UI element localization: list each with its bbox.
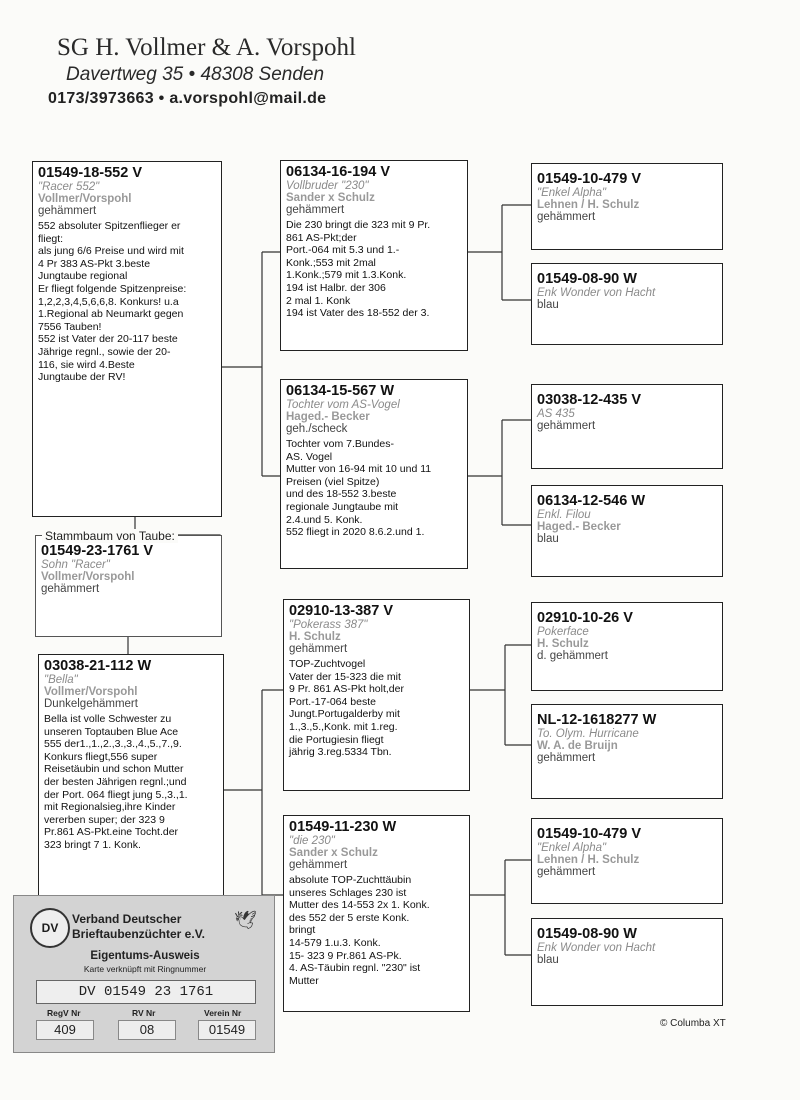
fm-color: geh./scheck: [286, 423, 348, 435]
description-line: und des 18-552 3.beste: [286, 488, 397, 501]
description-line: Konk.;553 mit 2mal: [286, 256, 376, 269]
description-line: 552 fliegt in 2020 8.6.2.und 1.: [286, 526, 425, 539]
card-title: Eigentums-Ausweis: [90, 950, 200, 962]
description-line: unseres Schlages 230 ist: [289, 886, 407, 899]
mmf-color: gehämmert: [537, 866, 596, 878]
fmf-name: AS 435: [537, 408, 575, 420]
ggp-mfm-card: [531, 704, 723, 799]
mfm-color: gehämmert: [537, 752, 596, 764]
mother-description: [44, 713, 218, 852]
fff-color: gehämmert: [537, 211, 596, 223]
description-line: Jährige regnl., sowie der 20-: [38, 345, 171, 358]
ff-name: Vollbruder "230": [286, 180, 369, 192]
description-line: Vater der 15-323 die mit: [289, 670, 401, 683]
description-line: 14-579 1.u.3. Konk.: [289, 936, 381, 949]
fm-name: Tochter vom AS-Vogel: [286, 399, 400, 411]
description-line: 552 ist Vater der 20-117 beste: [38, 333, 178, 346]
description-line: Reisetäubin und schon Mutter: [44, 763, 184, 776]
description-line: 194 ist Vater des 18-552 der 3.: [286, 307, 430, 320]
mf-description: [289, 658, 464, 759]
fff-breeder: Lehnen / H. Schulz: [537, 199, 640, 211]
copyright-note: © Columba XT: [660, 1018, 726, 1029]
ggp-fmf-card: [531, 384, 723, 469]
ff-breeder: Sander x Schulz: [286, 192, 375, 204]
description-line: unseren Toptauben Blue Ace: [44, 725, 179, 738]
description-line: Mutter von 16-94 mit 10 und 11: [286, 463, 432, 476]
father-breeder: Vollmer/Vorspohl: [38, 193, 132, 205]
fm-description: [286, 438, 462, 539]
mother-card: [38, 654, 224, 909]
description-line: 1,2,2,3,4,5,6,6,8. Konkurs! u.a: [38, 295, 179, 308]
father-name: "Racer 552": [38, 181, 100, 193]
description-line: 1.Konk.;579 mit 1.3.Konk.: [286, 269, 407, 282]
breeder-title: SG H. Vollmer & A. Vorspohl: [57, 34, 356, 61]
mm-name: "die 230": [289, 835, 335, 847]
description-line: Preisen (viel Spitze): [286, 475, 380, 488]
mf-color: gehämmert: [289, 643, 348, 655]
description-line: AS. Vogel: [286, 450, 333, 463]
mm-breeder: Sander x Schulz: [289, 847, 378, 859]
ggp-ffm-card: [531, 263, 723, 345]
ff-ring: 06134-16-194 V: [286, 164, 390, 180]
mmm-ring: 01549-08-90 W: [537, 926, 637, 942]
breeder-address: Davertweg 35 • 48308 Senden: [66, 64, 325, 85]
ggp-mmf-card: [531, 818, 723, 904]
fmm-ring: 06134-12-546 W: [537, 493, 646, 509]
subject-breeder: Vollmer/Vorspohl: [41, 571, 135, 583]
mfm-name: To. Olym. Hurricane: [537, 728, 639, 740]
verein-label: Verein Nr: [204, 1008, 242, 1018]
description-line: mit Regionalsieg,ihre Kinder: [44, 801, 176, 814]
mm-description: [289, 874, 464, 987]
breeder-contact: 0173/3973663 • a.vorspohl@mail.de: [48, 90, 327, 107]
subject-color: gehämmert: [41, 583, 100, 595]
grandfather-maternal-card: [283, 599, 470, 791]
description-line: der besten Jährigen regnl.;und: [44, 775, 187, 788]
description-line: als jung 6/6 Preise und wird mit: [38, 245, 184, 258]
mff-ring: 02910-10-26 V: [537, 610, 633, 626]
mf-ring: 02910-13-387 V: [289, 603, 393, 619]
father-card: [32, 161, 222, 517]
father-ring: 01549-18-552 V: [38, 165, 142, 181]
mmf-name: "Enkel Alpha": [537, 842, 607, 854]
mff-breeder: H. Schulz: [537, 638, 589, 650]
father-color: gehämmert: [38, 205, 97, 217]
description-line: Die 230 bringt die 323 mit 9 Pr.: [286, 219, 431, 231]
description-line: absolute TOP-Zuchttäubin: [289, 874, 412, 886]
card-org-line1: Verband Deutscher: [72, 912, 182, 926]
description-line: jährig 3.reg.5334 Tbn.: [289, 746, 392, 759]
description-line: 194 ist Halbr. der 306: [286, 281, 386, 294]
fmm-color: blau: [537, 533, 559, 545]
description-line: bringt: [289, 924, 316, 937]
fm-ring: 06134-15-567 W: [286, 383, 395, 399]
description-line: Tochter vom 7.Bundes-: [286, 438, 394, 450]
rv-label: RV Nr: [132, 1008, 156, 1018]
description-line: TOP-Zuchtvogel: [289, 658, 366, 670]
description-line: des 552 der 5 erste Konk.: [289, 911, 410, 924]
description-line: 2.4.und 5. Konk.: [286, 513, 363, 526]
description-line: 323 bringt 7 1. Konk.: [44, 838, 141, 851]
description-line: 4. AS-Täubin regnl. "230" ist: [289, 962, 421, 975]
description-line: Jungtaube der RV!: [38, 371, 126, 384]
subject-card: [35, 535, 222, 637]
mmf-breeder: Lehnen / H. Schulz: [537, 854, 640, 866]
ffm-color: blau: [537, 299, 559, 311]
mother-name: "Bella": [44, 674, 78, 686]
mff-color: d. gehämmert: [537, 650, 608, 662]
regv-label: RegV Nr: [47, 1008, 81, 1018]
card-subtitle: Karte verknüpft mit Ringnummer: [83, 964, 207, 974]
description-line: Mutter des 14-553 2x 1. Konk.: [289, 899, 430, 912]
description-line: 116, sie wird 4.Beste: [38, 358, 135, 371]
grandfather-paternal-card: [280, 160, 468, 351]
card-ring-number: DV 01549 23 1761: [36, 980, 256, 1004]
fmm-name: Enkl. Filou: [537, 509, 591, 521]
father-description: [38, 220, 216, 384]
fff-name: "Enkel Alpha": [537, 187, 607, 199]
description-line: 15- 323 9 Pr.861 AS-Pk.: [289, 949, 402, 962]
mother-breeder: Vollmer/Vorspohl: [44, 686, 138, 698]
description-line: 861 AS-Pkt;der: [286, 231, 357, 244]
card-org-line2: Brieftaubenzüchter e.V.: [72, 927, 205, 941]
description-line: 555 der1.,1.,2.,3.,3.,4.,5.,7.,9.: [44, 738, 182, 751]
description-line: der Port. 064 fliegt jung 5.,3.,1.: [44, 788, 188, 801]
description-line: Port.-17-064 beste: [289, 695, 376, 708]
pigeon-icon: 🕊: [234, 910, 257, 930]
grandmother-paternal-card: [280, 379, 468, 569]
description-line: Konkurs fliegt,556 super: [44, 750, 158, 763]
ffm-ring: 01549-08-90 W: [537, 271, 637, 287]
description-line: fliegt:: [38, 232, 64, 245]
ggp-mff-card: [531, 602, 723, 691]
mf-name: "Pokerass 387": [289, 619, 368, 631]
description-line: Jungtaube regional: [38, 270, 128, 283]
description-line: 7556 Tauben!: [38, 320, 102, 333]
description-line: Pr.861 AS-Pkt.eine Tocht.der: [44, 826, 179, 839]
verein-value: 01549: [198, 1020, 256, 1040]
mmf-ring: 01549-10-479 V: [537, 826, 641, 842]
grandmother-maternal-card: [283, 815, 470, 1012]
description-line: Port.-064 mit 5.3 und 1.-: [286, 244, 400, 257]
description-line: 9 Pr. 861 AS-Pkt holt,der: [289, 683, 404, 696]
fm-breeder: Haged.- Becker: [286, 411, 370, 423]
mf-breeder: H. Schulz: [289, 631, 341, 643]
description-line: regionale Jungtaube mit: [286, 500, 399, 513]
description-line: vererben super; der 323 9: [44, 813, 165, 826]
ggp-fff-card: [531, 163, 723, 250]
ownership-card: [13, 895, 275, 1053]
ggp-mmm-card: [531, 918, 723, 1006]
description-line: Bella ist volle Schwester zu: [44, 713, 172, 725]
mfm-breeder: W. A. de Bruijn: [537, 740, 618, 752]
mother-ring: 03038-21-112 W: [44, 658, 152, 674]
mm-color: gehämmert: [289, 859, 348, 871]
fmm-breeder: Haged.- Becker: [537, 521, 621, 533]
subject-ring: 01549-23-1761 V: [41, 543, 154, 559]
pedigree-label: Stammbaum von Taube:: [42, 529, 178, 543]
ffm-name: Enk Wonder von Hacht: [537, 287, 656, 299]
mmm-color: blau: [537, 954, 559, 966]
description-line: Mutter: [289, 974, 319, 987]
description-line: 1.,3.,5.,Konk. mit 1.reg.: [289, 720, 398, 733]
fmf-color: gehämmert: [537, 420, 596, 432]
mother-color: Dunkelgehämmert: [44, 698, 138, 710]
mff-name: Pokerface: [537, 626, 589, 638]
description-line: 2 mal 1. Konk: [286, 294, 351, 307]
fff-ring: 01549-10-479 V: [537, 171, 641, 187]
ff-description: [286, 219, 462, 320]
fmf-ring: 03038-12-435 V: [537, 392, 641, 408]
description-line: 4 Pr 383 AS-Pkt 3.beste: [38, 257, 151, 270]
description-line: Er fliegt folgende Spitzenpreise:: [38, 282, 187, 295]
description-line: 552 absoluter Spitzenflieger er: [38, 220, 181, 232]
description-line: 1.Regional ab Neumarkt gegen: [38, 308, 184, 321]
association-logo-icon: DV: [30, 908, 70, 948]
mmm-name: Enk Wonder von Hacht: [537, 942, 656, 954]
mfm-ring: NL-12-1618277 W: [537, 712, 657, 728]
regv-value: 409: [36, 1020, 94, 1040]
ff-color: gehämmert: [286, 204, 345, 216]
rv-value: 08: [118, 1020, 176, 1040]
mm-ring: 01549-11-230 W: [289, 819, 397, 835]
subject-name: Sohn "Racer": [41, 559, 110, 571]
description-line: die Portugiesin fliegt: [289, 733, 384, 746]
ggp-fmm-card: [531, 485, 723, 577]
description-line: Jungt.Portugalderby mit: [289, 708, 400, 721]
